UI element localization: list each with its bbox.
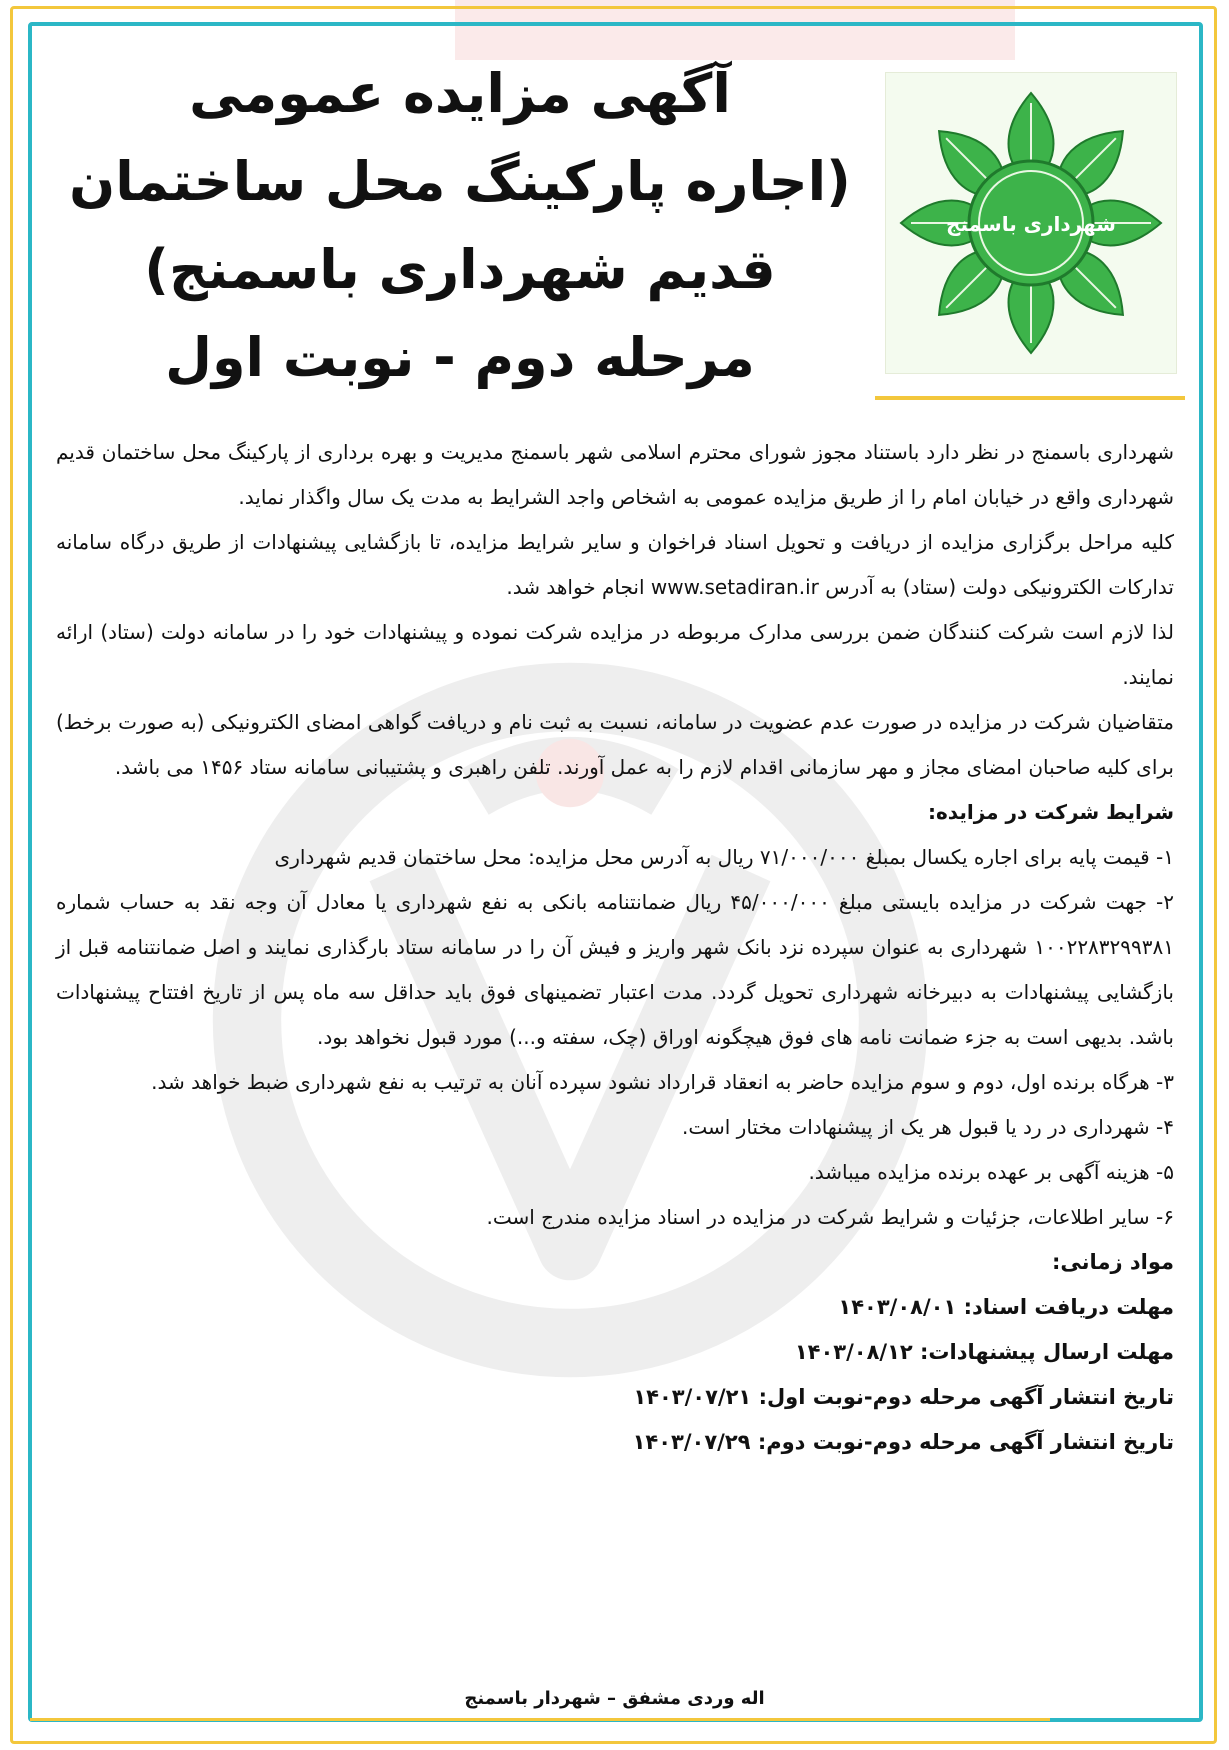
deadline-row [56, 1375, 1174, 1420]
title-line-2: (اجاره پارکینگ محل ساختمان [69, 150, 851, 213]
registration-paragraph: متقاضیان شرکت در مزایده در صورت عدم عضویت در سامانه، نسبت به ثبت نام و دریافت گواهی امضای الکترونیکی (به صورت برخط) برای کلیه صاحبان امضای مجاز و مهر سازمانی اقدام لازم را به عمل آورند. تلفن راهبری و پشتیبانی سامانه ستاد ۱۴۵۶ می باشد. [56, 710, 1174, 779]
condition-item-1: ۱- قیمت پایه برای اجاره یکسال بمبلغ ۷۱/۰۰۰/۰۰۰ ریال به آدرس محل مزایده: محل ساختمان قدیم شهرداری [274, 845, 1174, 869]
deadlines-heading: مواد زمانی: [1052, 1250, 1174, 1274]
announcement-title [60, 50, 860, 402]
municipality-emblem-icon [886, 73, 1176, 373]
deadline-value: ۱۴۰۳/۰۸/۱۲ [794, 1340, 913, 1364]
title-line-3: قدیم شهرداری باسمنج) [144, 238, 776, 301]
logo-underline [875, 396, 1185, 400]
logo-inscription: شهرداری باسمنج [946, 212, 1116, 236]
mayor-signature: اله وردی مشفق – شهردار باسمنج [464, 1688, 765, 1709]
deadline-label: تاریخ انتشار آگهی مرحله دوم-نوبت دوم: [757, 1430, 1174, 1454]
deadline-row [56, 1420, 1174, 1465]
conditions-heading: شرایط شرکت در مزایده: [927, 800, 1174, 824]
condition-item-5: ۵- هزینه آگهی بر عهده برنده مزایده میباشد. [808, 1160, 1174, 1184]
deadline-row [56, 1285, 1174, 1330]
title-line-4: مرحله دوم - نوبت اول [165, 326, 755, 389]
signature-underline [30, 1718, 1050, 1721]
procedure-paragraph: کلیه مراحل برگزاری مزایده از دریافت و تحویل اسناد فراخوان و سایر شرایط مزایده، تا بازگشایی پیشنهادات از طریق درگاه سامانه تدارکات الکترونیکی دولت (ستاد) به آدرس www.setadiran.ir انجام خواهد شد. [56, 530, 1174, 599]
condition-item-6: ۶- سایر اطلاعات، جزئیات و شرایط شرکت در مزایده در اسناد مزایده مندرج است. [486, 1205, 1174, 1229]
deadline-label: تاریخ انتشار آگهی مرحله دوم-نوبت اول: [758, 1385, 1174, 1409]
condition-item-3: ۳- هرگاه برنده اول، دوم و سوم مزایده حاضر به انعقاد قرارداد نشود سپرده آنان به ترتیب به نفع شهرداری ضبط خواهد شد. [151, 1070, 1174, 1094]
deadline-row [56, 1330, 1174, 1375]
title-line-1: آگهی مزایده عمومی [189, 62, 731, 125]
requirement-paragraph: لذا لازم است شرکت کنندگان ضمن بررسی مدارک مربوطه در مزایده شرکت نموده و پیشنهادات خود را در سامانه دولت (ستاد) ارائه نمایند. [56, 620, 1174, 689]
logo-box [885, 72, 1177, 374]
intro-paragraph: شهرداری باسمنج در نظر دارد باستناد مجوز شورای محترم اسلامی شهر باسمنج مدیریت و بهره برداری از پارکینگ محل ساختمان قدیم شهرداری واقع در خیابان امام را از طریق مزایده عمومی به اشخاص واجد الشرایط به مدت یک سال واگذار نماید. [56, 440, 1174, 509]
condition-item-4: ۴- شهرداری در رد یا قبول هر یک از پیشنهادات مختار است. [682, 1115, 1174, 1139]
deadline-label: مهلت ارسال پیشنهادات: [920, 1340, 1174, 1364]
deadline-label: مهلت دریافت اسناد: [963, 1295, 1174, 1319]
announcement-body [56, 430, 1174, 1465]
condition-item-2: ۲- جهت شرکت در مزایده بایستی مبلغ ۴۵/۰۰۰/۰۰۰ ریال ضمانتنامه بانکی به نفع شهرداری یا معادل آن وجه نقد به حساب شماره ۱۰۰۲۲۸۳۲۹۹۳۸۱ شهرداری به عنوان سپرده نزد بانک شهر واریز و فیش آن را در سامانه ستاد بارگذاری نمایند و اصل ضمانتنامه قبل از بازگشایی پیشنهادات به دبیرخانه شهرداری تحویل گردد. مدت اعتبار تضمینهای فوق باید حداقل سه ماه پس از تاریخ افتتاح پیشنهادات باشد. بدیهی است به جزء ضمانت نامه های فوق هیچگونه اوراق (چک، سفته و...) مورد قبول نخواهد بود. [56, 890, 1174, 1049]
deadlines-section [56, 1240, 1174, 1465]
deadline-value: ۱۴۰۳/۰۸/۰۱ [838, 1295, 957, 1319]
deadline-value: ۱۴۰۳/۰۷/۲۱ [633, 1385, 752, 1409]
deadline-value: ۱۴۰۳/۰۷/۲۹ [632, 1430, 751, 1454]
